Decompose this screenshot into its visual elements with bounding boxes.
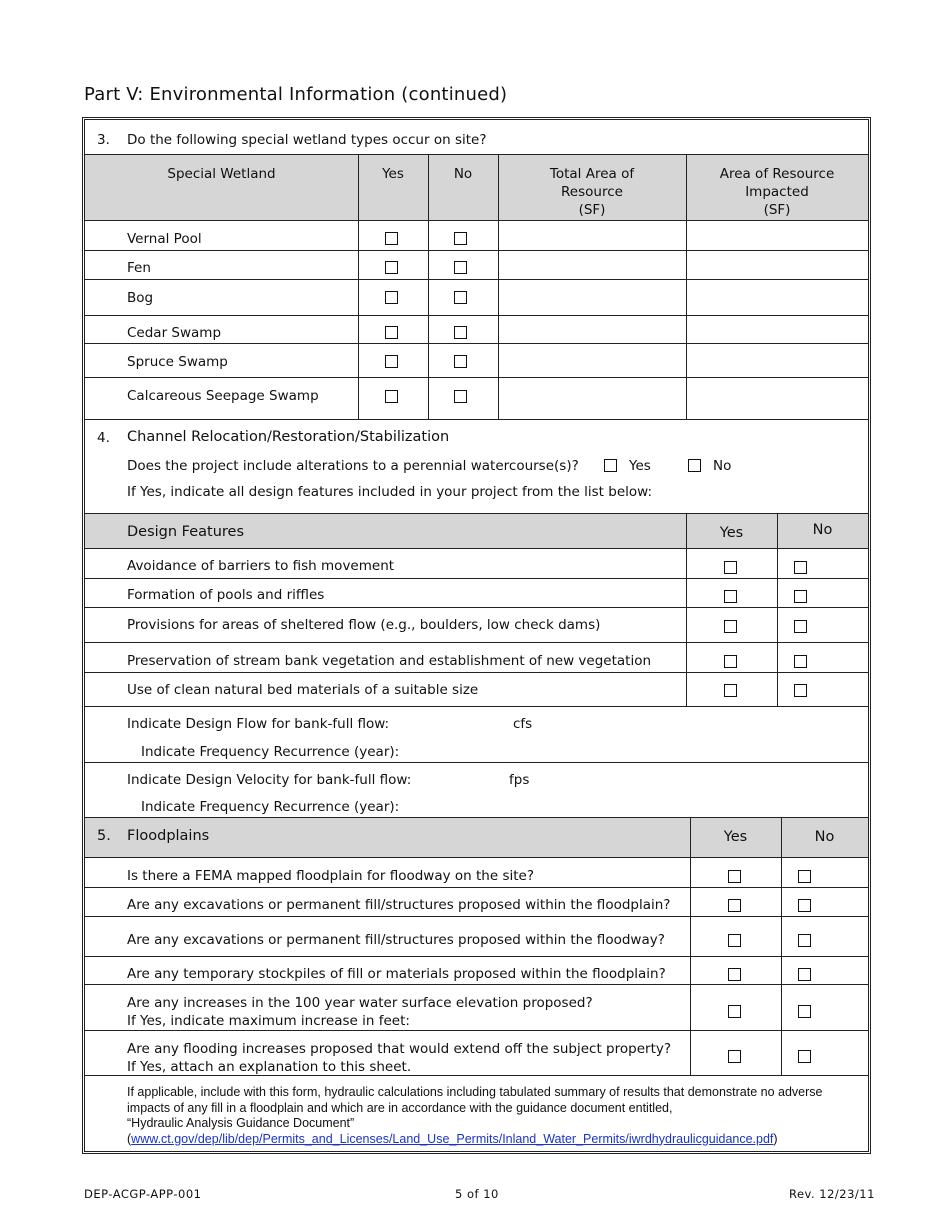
- q5-row-3-no-checkbox[interactable]: [798, 968, 811, 981]
- guidance-doc-title: “Hydraulic Analysis Guidance Document”: [127, 1116, 355, 1130]
- design-flow-unit: cfs: [513, 716, 533, 732]
- q3-row-2-yes-checkbox[interactable]: [385, 291, 398, 304]
- q3-row-label: Calcareous Seepage Swamp: [127, 388, 319, 404]
- q5-row-0-no-checkbox[interactable]: [798, 870, 811, 883]
- q4-feature-label: Use of clean natural bed materials of a suitable size: [127, 682, 479, 698]
- form-frame: [82, 117, 871, 1154]
- q5-row-5-no-checkbox[interactable]: [798, 1050, 811, 1063]
- q5-header-no: No: [814, 829, 835, 845]
- q4-feature-4-no-checkbox[interactable]: [794, 684, 807, 697]
- q4-feature-0-yes-checkbox[interactable]: [724, 561, 737, 574]
- q5-row-1-yes-checkbox[interactable]: [728, 899, 741, 912]
- q5-row-3-yes-checkbox[interactable]: [728, 968, 741, 981]
- q3-row-4-yes-checkbox[interactable]: [385, 355, 398, 368]
- q4-feature-3-yes-checkbox[interactable]: [724, 655, 737, 668]
- q4-feature-1-yes-checkbox[interactable]: [724, 590, 737, 603]
- q4-feature-1-no-checkbox[interactable]: [794, 590, 807, 603]
- q3-row-3-yes-checkbox[interactable]: [385, 326, 398, 339]
- q4-header-no: No: [812, 522, 833, 538]
- q3-row-4-no-checkbox[interactable]: [454, 355, 467, 368]
- design-flow-frequency: Indicate Frequency Recurrence (year):: [141, 744, 400, 760]
- q3-header-yes: Yes: [382, 166, 404, 182]
- q5-row-2-no-checkbox[interactable]: [798, 934, 811, 947]
- q5-row-label: Are any excavations or permanent fill/structures proposed within the floodway?: [127, 932, 665, 948]
- design-velocity-frequency: Indicate Frequency Recurrence (year):: [141, 799, 400, 815]
- q5-header-yes: Yes: [723, 829, 748, 845]
- q3-row-0-no-checkbox[interactable]: [454, 232, 467, 245]
- q4-number: 4.: [97, 430, 110, 446]
- q4-header-feature: Design Features: [127, 524, 245, 540]
- q3-row-label: Fen: [127, 260, 151, 276]
- page-title: Part V: Environmental Information (continued): [84, 84, 508, 105]
- q5-title: Floodplains: [127, 828, 210, 844]
- q5-row-5-yes-checkbox[interactable]: [728, 1050, 741, 1063]
- q3-row-5-yes-checkbox[interactable]: [385, 390, 398, 403]
- q3-row-label: Vernal Pool: [127, 231, 202, 247]
- design-velocity-unit: fps: [509, 772, 530, 788]
- q4-feature-label: Formation of pools and riffles: [127, 587, 325, 603]
- q3-row-5-no-checkbox[interactable]: [454, 390, 467, 403]
- q3-row-0-yes-checkbox[interactable]: [385, 232, 398, 245]
- q3-row-3-no-checkbox[interactable]: [454, 326, 467, 339]
- q4-no-checkbox[interactable]: [688, 459, 701, 472]
- q5-row-label: Are any flooding increases proposed that would extend off the subject property? If Yes, attach an explanation to this sheet.: [127, 1041, 672, 1075]
- q4-yes-checkbox[interactable]: [604, 459, 617, 472]
- q4-title: Channel Relocation/Restoration/Stabilization: [127, 429, 450, 445]
- q4-question: Does the project include alterations to a perennial watercourse(s)?: [127, 458, 579, 474]
- hydraulic-note: If applicable, include with this form, hydraulic calculations including tabulated summary of results that demonstrate no adverse impacts of any fill in a floodplain and which are in accordance with the guidance document entitled, “Hydraulic Analysis Guidance Document” (www.ct.gov/dep/lib/dep/Permits_and_Licenses/Land_Use_Permits/Inland_Water_Permits/iwrdhydraulicguidance.pdf): [127, 1085, 823, 1146]
- q4-yes-label: Yes: [629, 458, 651, 474]
- q3-row-label: Spruce Swamp: [127, 354, 228, 370]
- q3-header-type: Special Wetland: [167, 166, 276, 182]
- design-velocity-label: Indicate Design Velocity for bank-full flow:: [127, 772, 412, 788]
- q5-row-1-no-checkbox[interactable]: [798, 899, 811, 912]
- q4-feature-2-no-checkbox[interactable]: [794, 620, 807, 633]
- q5-row-label: Are any temporary stockpiles of fill or materials proposed within the floodplain?: [127, 966, 666, 982]
- q5-number: 5.: [97, 828, 111, 844]
- q5-row-label: Are any excavations or permanent fill/structures proposed within the floodplain?: [127, 897, 671, 913]
- q4-feature-label: Preservation of stream bank vegetation and establishment of new vegetation: [127, 653, 652, 669]
- q3-row-1-no-checkbox[interactable]: [454, 261, 467, 274]
- q5-row-4-no-checkbox[interactable]: [798, 1005, 811, 1018]
- q4-no-label: No: [713, 458, 732, 474]
- footer-form-id: DEP-ACGP-APP-001: [84, 1187, 202, 1201]
- q3-header-impacted: Area of Resource Impacted (SF): [719, 166, 835, 218]
- q3-number: 3.: [97, 132, 110, 148]
- footer-page-number: 5 of 10: [455, 1187, 499, 1201]
- q5-row-label: Are any increases in the 100 year water surface elevation proposed? If Yes, indicate maximum increase in feet:: [127, 995, 593, 1029]
- q5-row-4-yes-checkbox[interactable]: [728, 1005, 741, 1018]
- q4-instruction: If Yes, indicate all design features included in your project from the list below:: [127, 484, 652, 500]
- q4-feature-label: Provisions for areas of sheltered flow (e.g., boulders, low check dams): [127, 617, 601, 633]
- q4-feature-4-yes-checkbox[interactable]: [724, 684, 737, 697]
- q3-header-no: No: [453, 166, 473, 182]
- q4-feature-label: Avoidance of barriers to fish movement: [127, 558, 395, 574]
- q4-header-yes: Yes: [719, 525, 744, 541]
- q3-row-label: Cedar Swamp: [127, 325, 222, 341]
- q4-feature-0-no-checkbox[interactable]: [794, 561, 807, 574]
- q5-row-0-yes-checkbox[interactable]: [728, 870, 741, 883]
- q4-feature-3-no-checkbox[interactable]: [794, 655, 807, 668]
- q3-row-2-no-checkbox[interactable]: [454, 291, 467, 304]
- q4-feature-2-yes-checkbox[interactable]: [724, 620, 737, 633]
- footer-revision: Rev. 12/23/11: [789, 1187, 875, 1201]
- q3-question: Do the following special wetland types occur on site?: [127, 132, 487, 148]
- q5-row-2-yes-checkbox[interactable]: [728, 934, 741, 947]
- q3-row-label: Bog: [127, 290, 154, 306]
- q3-row-1-yes-checkbox[interactable]: [385, 261, 398, 274]
- q5-row-label: Is there a FEMA mapped floodplain for floodway on the site?: [127, 868, 534, 884]
- guidance-link[interactable]: www.ct.gov/dep/lib/dep/Permits_and_Licenses/Land_Use_Permits/Inland_Water_Permits/iwrdhydraulicguidance.pdf: [131, 1131, 774, 1146]
- design-flow-label: Indicate Design Flow for bank-full flow:: [127, 716, 390, 732]
- q3-header-total-area: Total Area of Resource (SF): [549, 166, 635, 218]
